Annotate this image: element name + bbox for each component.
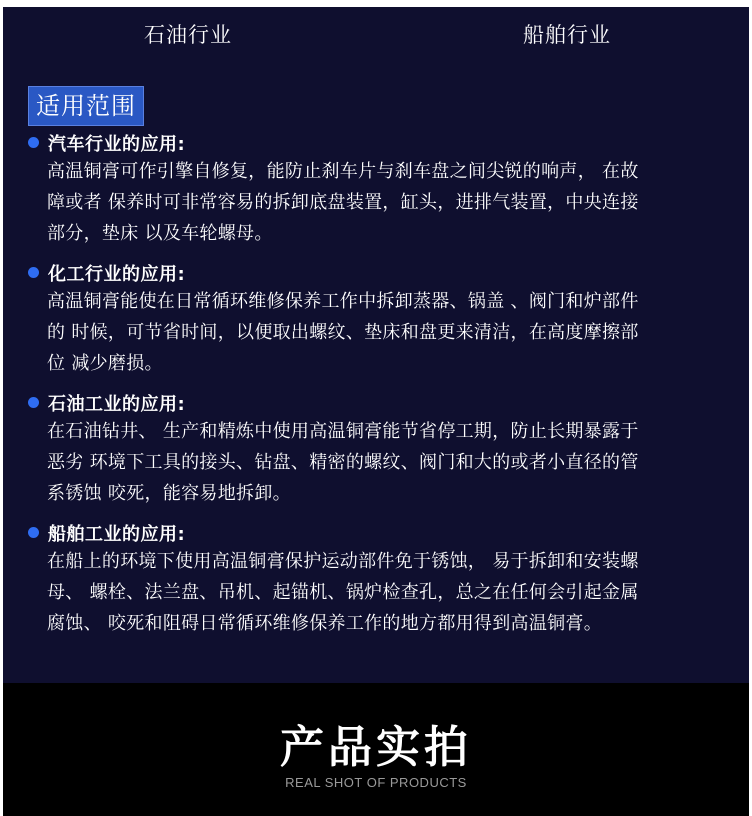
body-line: 高温铜膏能使在日常循环维修保养工作中拆卸蒸器、锅盖 、阀门和炉部件 — [47, 291, 639, 312]
body-line: 部分，垫床 以及车轮螺母。 — [47, 223, 273, 244]
body-line: 母、 螺栓、法兰盘、吊机、起锚机、锅炉检查孔，总之在任何会引起金属 — [47, 582, 639, 603]
section-title-text: 汽车行业的应用: — [48, 133, 186, 155]
label-petroleum: 石油行业 — [144, 23, 232, 47]
section-title-text: 石油工业的应用: — [48, 393, 186, 415]
body-line: 障或者 保养时可非常容易的拆卸底盘装置，缸头，进排气装置，中央连接 — [47, 192, 639, 213]
body-line: 系锈蚀 咬死，能容易地拆卸。 — [47, 483, 291, 504]
body-line: 腐蚀、 咬死和阻碍日常循环维修保养工作的地方都用得到高温铜膏。 — [47, 613, 603, 634]
banner-subtitle: REAL SHOT OF PRODUCTS — [285, 775, 467, 790]
bullet-dot-icon — [28, 397, 39, 408]
industry-labels — [3, 19, 749, 49]
section-body — [25, 416, 737, 509]
section-title — [25, 259, 737, 286]
section-petroleum — [25, 389, 737, 509]
bullet-dot-icon — [28, 527, 39, 538]
bullet-dot-icon — [28, 137, 39, 148]
section-title — [25, 519, 737, 546]
body-line: 的 时候，可节省时间，以便取出螺纹、垫床和盘更来清洁，在高度摩擦部 — [47, 322, 639, 343]
body-line: 位 减少磨损。 — [47, 353, 163, 374]
content-panel — [3, 7, 749, 683]
section-title-text: 化工行业的应用: — [48, 263, 186, 285]
bullet-dot-icon — [28, 267, 39, 278]
section-title-text: 船舶工业的应用: — [48, 523, 186, 545]
body-line: 高温铜膏可作引擎自修复，能防止刹车片与刹车盘之间尖锐的响声， 在故 — [47, 161, 639, 182]
section-title — [25, 129, 737, 156]
label-shipping: 船舶行业 — [523, 23, 611, 47]
section-shipping — [25, 519, 737, 639]
product-photo-banner — [3, 683, 749, 816]
banner-title: 产品实拍 — [280, 722, 472, 773]
section-body — [25, 546, 737, 639]
section-badge: 适用范围 — [28, 86, 144, 126]
application-list — [25, 129, 737, 649]
section-chemical — [25, 259, 737, 379]
section-automotive — [25, 129, 737, 249]
section-body — [25, 156, 737, 249]
section-body — [25, 286, 737, 379]
section-title — [25, 389, 737, 416]
body-line: 在船上的环境下使用高温铜膏保护运动部件免于锈蚀， 易于拆卸和安装螺 — [47, 551, 639, 572]
body-line: 在石油钻井、 生产和精炼中使用高温铜膏能节省停工期，防止长期暴露于 — [47, 421, 639, 442]
body-line: 恶劣 环境下工具的接头、钻盘、精密的螺纹、阀门和大的或者小直径的管 — [47, 452, 639, 473]
